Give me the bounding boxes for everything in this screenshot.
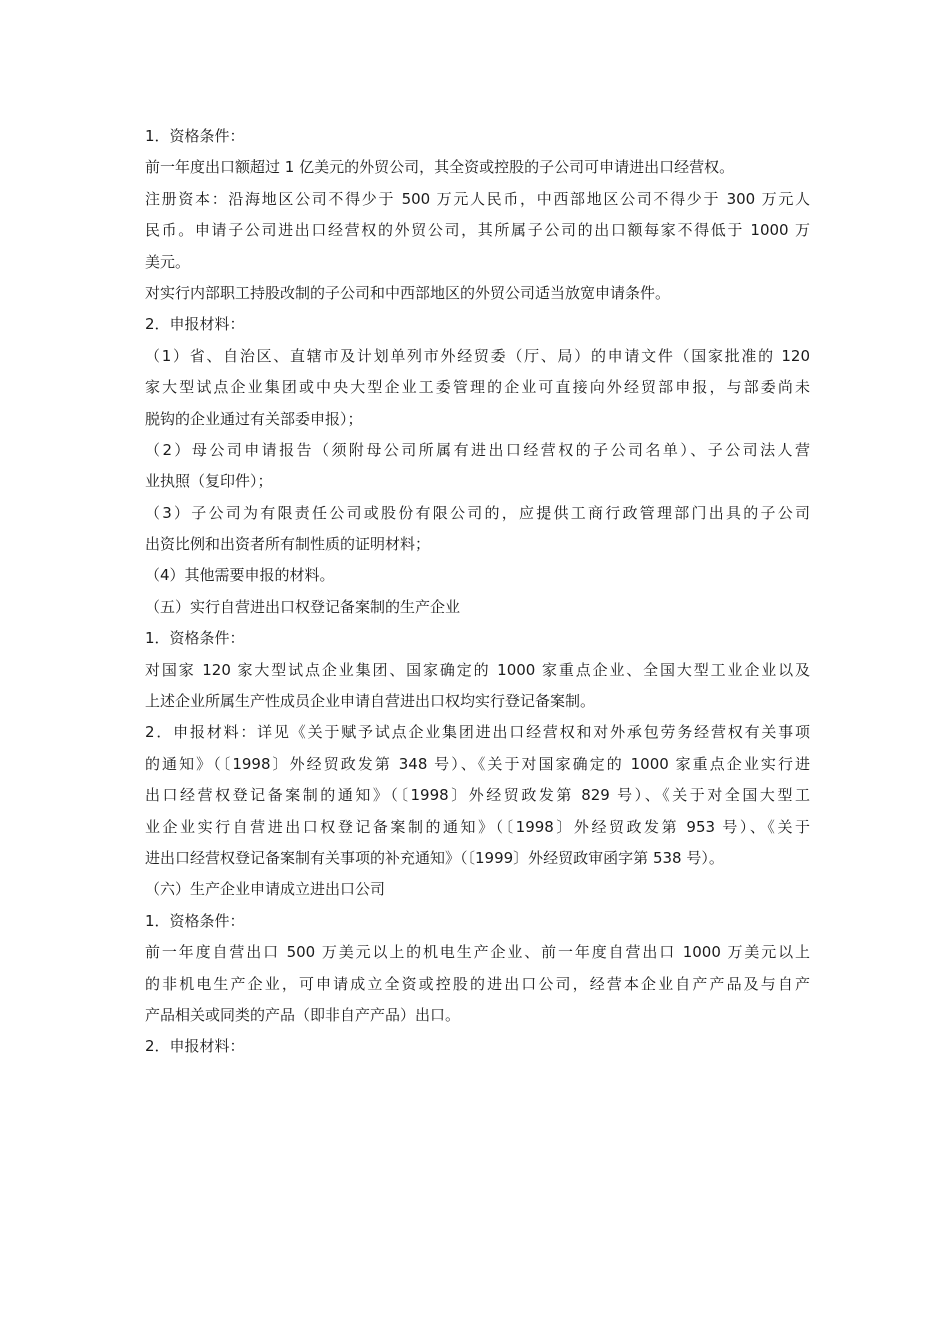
text-line: 2．申报材料：详见《关于赋予试点企业集团进出口经营权和对外承包劳务经营权有关事项 bbox=[145, 723, 810, 742]
text-line: 对实行内部职工持股改制的子公司和中西部地区的外贸公司适当放宽申请条件。 bbox=[145, 283, 671, 302]
text-line: 2．申报材料： bbox=[145, 315, 245, 334]
document-body bbox=[145, 121, 810, 1063]
text-line: 家大型试点企业集团或中央大型企业工委管理的企业可直接向外经贸部申报，与部委尚未 bbox=[145, 378, 810, 397]
text-line: 出口经营权登记备案制的通知》（〔1998〕外经贸政发第 829 号）、《关于对全国大型工 bbox=[145, 786, 810, 805]
text-line: （1）省、自治区、直辖市及计划单列市外经贸委（厅、局）的申请文件（国家批准的 120 bbox=[145, 346, 810, 365]
text-line: 1．资格条件： bbox=[145, 911, 245, 930]
text-line: 美元。 bbox=[145, 252, 191, 271]
text-line: 2．申报材料： bbox=[145, 1037, 245, 1056]
text-line: 民币。申请子公司进出口经营权的外贸公司，其所属子公司的出口额每家不得低于 1000 万 bbox=[145, 221, 810, 240]
text-line: 出资比例和出资者所有制性质的证明材料； bbox=[145, 535, 431, 554]
text-line: 前一年度出口额超过 1 亿美元的外贸公司，其全资或控股的子公司可申请进出口经营权。 bbox=[145, 158, 735, 177]
text-line: （2）母公司申请报告（须附母公司所属有进出口经营权的子公司名单）、子公司法人营 bbox=[145, 440, 810, 459]
text-line: 对国家 120 家大型试点企业集团、国家确定的 1000 家重点企业、全国大型工业企业以及 bbox=[145, 660, 810, 679]
text-line: 的通知》（〔1998〕外经贸政发第 348 号）、《关于对国家确定的 1000 家重点企业实行进 bbox=[145, 754, 810, 773]
text-line: 业执照（复印件）； bbox=[145, 472, 273, 491]
text-line: 业企业实行自营进出口权登记备案制的通知》（〔1998〕外经贸政发第 953 号）、《关于 bbox=[145, 817, 810, 836]
text-line: 1．资格条件： bbox=[145, 127, 245, 145]
text-line: 1．资格条件： bbox=[145, 629, 245, 648]
text-line: 注册资本：沿海地区公司不得少于 500 万元人民币，中西部地区公司不得少于 300 万元人 bbox=[145, 189, 810, 208]
text-line: 进出口经营权登记备案制有关事项的补充通知》（〔1999〕外经贸政审函字第 538 号）。 bbox=[145, 848, 724, 867]
text-line: （4）其他需要申报的材料。 bbox=[145, 566, 335, 585]
text-line: 前一年度自营出口 500 万美元以上的机电生产企业、前一年度自营出口 1000 万美元以上 bbox=[145, 943, 810, 962]
text-line: 脱钩的企业通过有关部委申报）； bbox=[145, 409, 363, 428]
text-line: （3）子公司为有限责任公司或股份有限公司的，应提供工商行政管理部门出具的子公司 bbox=[145, 503, 810, 522]
section-heading: （六）生产企业申请成立进出口公司 bbox=[145, 880, 386, 899]
text-line: 产品相关或同类的产品（即非自产产品）出口。 bbox=[145, 1005, 461, 1024]
text-line: 的非机电生产企业，可申请成立全资或控股的进出口公司，经营本企业自产产品及与自产 bbox=[145, 974, 810, 993]
section-heading: （五）实行自营进出口权登记备案制的生产企业 bbox=[145, 597, 461, 616]
text-line: 上述企业所属生产性成员企业申请自营进出口权均实行登记备案制。 bbox=[145, 692, 596, 711]
